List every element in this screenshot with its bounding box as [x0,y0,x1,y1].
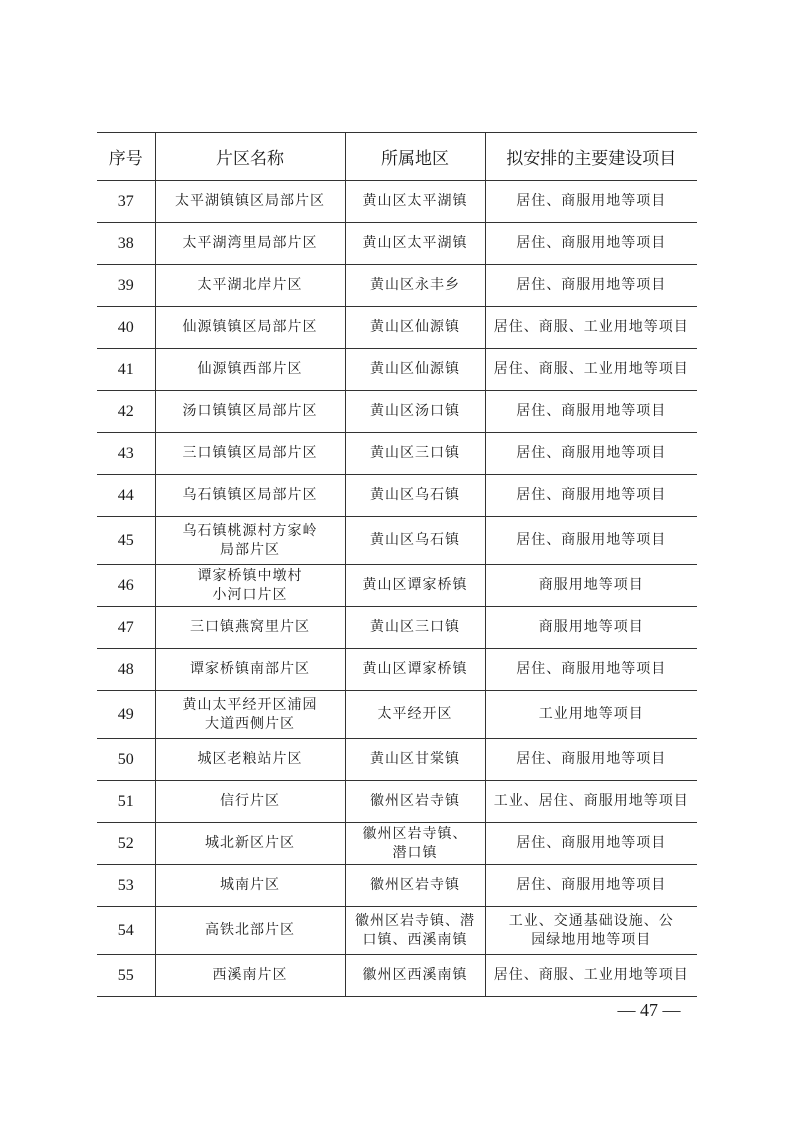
project-description-cell [485,265,697,307]
region-name-cell [345,565,485,607]
region-name: 黄山区三口镇 [370,619,460,635]
row-number-cell [97,475,155,517]
project-description: 居住、商服、工业用地等项目 [493,319,689,335]
table-row [97,223,697,265]
project-description: 居住、商服、工业用地等项目 [493,361,689,377]
area-name-cell [155,223,345,265]
row-number: 40 [117,318,134,336]
region-name-cell [345,307,485,349]
project-description-cell [485,691,697,739]
table-row [97,607,697,649]
project-description: 居住、商服用地等项目 [516,532,667,548]
area-name-cell [155,955,345,997]
area-name-cell [155,181,345,223]
row-number-cell [97,565,155,607]
row-number: 52 [117,834,134,852]
row-number-cell [97,307,155,349]
region-name: 黄山区乌石镇 [370,532,460,548]
region-name-cell [345,955,485,997]
area-name-cell [155,349,345,391]
area-name: 太平湖镇镇区局部片区 [175,193,325,209]
region-name-cell [345,349,485,391]
project-description: 工业、交通基础设施、公 园绿地用地等项目 [508,912,674,948]
area-name: 西溪南片区 [212,967,288,983]
row-number-cell [97,265,155,307]
row-number: 50 [117,750,134,768]
project-table [97,132,697,997]
table-row [97,907,697,955]
table-row [97,691,697,739]
region-name-cell [345,475,485,517]
area-name-cell [155,475,345,517]
table-header [97,133,697,181]
row-number: 46 [117,576,134,594]
region-name-cell [345,781,485,823]
row-number: 54 [117,921,134,939]
region-name-cell [345,739,485,781]
row-number: 55 [117,966,134,984]
area-name-cell [155,781,345,823]
region-name: 太平经开区 [377,706,453,722]
row-number-cell [97,823,155,865]
table-row [97,349,697,391]
project-description-cell [485,349,697,391]
area-name: 三口镇镇区局部片区 [182,445,318,461]
project-description-cell [485,433,697,475]
table-row [97,649,697,691]
table-row [97,181,697,223]
region-name-cell [345,649,485,691]
region-name: 黄山区谭家桥镇 [362,577,468,593]
area-name-cell [155,865,345,907]
row-number-cell [97,433,155,475]
project-description: 居住、商服、工业用地等项目 [493,967,689,983]
area-name: 城南片区 [220,877,280,893]
table-row [97,265,697,307]
region-name: 黄山区谭家桥镇 [362,661,468,677]
table-row [97,565,697,607]
project-description-cell [485,307,697,349]
area-name-cell [155,649,345,691]
table-body [97,181,697,997]
row-number-cell [97,781,155,823]
region-name: 黄山区太平湖镇 [362,193,468,209]
table-row [97,955,697,997]
area-name: 太平湖北岸片区 [197,277,303,293]
project-description: 居住、商服用地等项目 [516,751,667,767]
area-name: 乌石镇镇区局部片区 [182,487,318,503]
row-number: 42 [117,402,134,420]
area-name: 谭家桥镇南部片区 [190,661,310,677]
row-number: 44 [117,486,134,504]
region-name: 徽州区岩寺镇 [370,877,460,893]
region-name-cell [345,223,485,265]
area-name: 仙源镇镇区局部片区 [182,319,318,335]
row-number: 48 [117,660,134,678]
table-row [97,475,697,517]
row-number-cell [97,349,155,391]
project-description-cell [485,181,697,223]
area-name-cell [155,433,345,475]
region-name: 黄山区仙源镇 [370,319,460,335]
area-name-cell [155,307,345,349]
table-row [97,307,697,349]
project-description-cell [485,781,697,823]
row-number: 47 [117,618,134,636]
row-number-cell [97,955,155,997]
project-description-cell [485,565,697,607]
header-row [97,133,697,181]
row-number-cell [97,607,155,649]
project-description-cell [485,865,697,907]
region-name: 黄山区仙源镇 [370,361,460,377]
project-description: 工业用地等项目 [538,706,644,722]
area-name: 汤口镇镇区局部片区 [182,403,318,419]
area-name: 乌石镇桃源村方家岭 局部片区 [182,522,318,558]
area-name: 三口镇燕窝里片区 [190,619,310,635]
area-name: 高铁北部片区 [205,922,295,938]
table-row [97,781,697,823]
project-description-cell [485,649,697,691]
row-number: 43 [117,444,134,462]
project-description: 居住、商服用地等项目 [516,277,667,293]
region-name-cell [345,517,485,565]
row-number-cell [97,391,155,433]
area-name-cell [155,607,345,649]
region-name: 徽州区岩寺镇、 潜口镇 [362,825,468,861]
region-name: 徽州区西溪南镇 [362,967,468,983]
page-number: — 47 — [617,1000,681,1020]
row-number-cell [97,181,155,223]
project-description-cell [485,955,697,997]
region-name: 徽州区岩寺镇 [370,793,460,809]
region-name-cell [345,181,485,223]
area-name-cell [155,391,345,433]
header-project: 拟安排的主要建设项目 [485,133,697,181]
area-name-cell [155,517,345,565]
row-number-cell [97,691,155,739]
table-row [97,739,697,781]
region-name-cell [345,391,485,433]
project-description-cell [485,391,697,433]
table-row [97,823,697,865]
project-description: 居住、商服用地等项目 [516,445,667,461]
area-name-cell [155,565,345,607]
table-row [97,391,697,433]
region-name-cell [345,265,485,307]
row-number-cell [97,223,155,265]
area-name: 黄山太平经开区浦园 大道西侧片区 [182,696,318,732]
row-number: 51 [117,792,134,810]
area-name: 城区老粮站片区 [197,751,303,767]
area-name: 太平湖湾里局部片区 [182,235,318,251]
area-name: 谭家桥镇中墩村 小河口片区 [197,567,303,603]
project-description: 居住、商服用地等项目 [516,661,667,677]
project-description: 商服用地等项目 [538,577,644,593]
header-no: 序号 [97,133,155,181]
project-description-cell [485,475,697,517]
project-description-cell [485,907,697,955]
table-row [97,865,697,907]
project-description: 居住、商服用地等项目 [516,877,667,893]
region-name: 黄山区太平湖镇 [362,235,468,251]
area-name-cell [155,739,345,781]
row-number: 37 [117,192,134,210]
row-number-cell [97,649,155,691]
header-region: 所属地区 [345,133,485,181]
header-name: 片区名称 [155,133,345,181]
area-name: 信行片区 [220,793,280,809]
row-number-cell [97,517,155,565]
project-description-cell [485,823,697,865]
row-number: 41 [117,360,134,378]
row-number: 53 [117,876,134,894]
region-name: 黄山区三口镇 [370,445,460,461]
area-name-cell [155,691,345,739]
area-name: 城北新区片区 [205,835,295,851]
table-row [97,517,697,565]
table-row [97,433,697,475]
area-name-cell [155,265,345,307]
row-number-cell [97,907,155,955]
region-name: 徽州区岩寺镇、潜 口镇、西溪南镇 [355,912,475,948]
project-description: 商服用地等项目 [538,619,644,635]
region-name-cell [345,607,485,649]
project-description: 居住、商服用地等项目 [516,193,667,209]
region-name: 黄山区甘棠镇 [370,751,460,767]
area-name-cell [155,823,345,865]
project-description: 居住、商服用地等项目 [516,235,667,251]
project-description-cell [485,223,697,265]
region-name: 黄山区永丰乡 [370,277,460,293]
area-name: 仙源镇西部片区 [197,361,303,377]
row-number: 49 [117,705,134,723]
project-description: 工业、居住、商服用地等项目 [493,793,689,809]
project-description-cell [485,517,697,565]
region-name-cell [345,433,485,475]
region-name-cell [345,823,485,865]
row-number: 45 [117,531,134,549]
area-name-cell [155,907,345,955]
row-number: 38 [117,234,134,252]
region-name-cell [345,865,485,907]
region-name-cell [345,907,485,955]
project-description: 居住、商服用地等项目 [516,487,667,503]
project-description-cell [485,607,697,649]
row-number-cell [97,865,155,907]
project-description: 居住、商服用地等项目 [516,835,667,851]
region-name: 黄山区乌石镇 [370,487,460,503]
row-number: 39 [117,276,134,294]
project-description-cell [485,739,697,781]
region-name-cell [345,691,485,739]
region-name: 黄山区汤口镇 [370,403,460,419]
row-number-cell [97,739,155,781]
project-description: 居住、商服用地等项目 [516,403,667,419]
